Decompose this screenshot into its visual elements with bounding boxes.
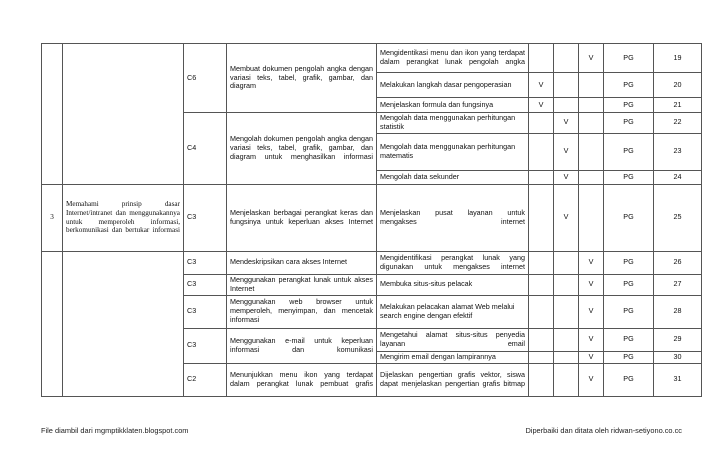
level1-cell xyxy=(529,184,554,251)
indikator-cell: Menggunakan perangkat lunak untuk akses Internet xyxy=(227,274,377,295)
tujuan-cell: Mengetahui alamat situs-situs penyedia layanan email xyxy=(377,328,529,351)
bentuk-soal-cell: PG xyxy=(604,133,654,170)
level1-cell xyxy=(529,113,554,134)
level3-cell xyxy=(579,184,604,251)
kode-cell: C4 xyxy=(184,113,227,185)
kompetensi-cell: Memahami prinsip dasar Internet/intranet dan menggunakannya untuk memperoleh informasi, berkomunikasi dan bertukar informasi xyxy=(63,184,184,251)
table-row xyxy=(42,251,702,274)
bentuk-soal-cell: PG xyxy=(604,251,654,274)
level2-cell xyxy=(554,363,579,396)
no-cell xyxy=(42,44,63,185)
level3-cell xyxy=(579,73,604,98)
nomor-soal-cell: 29 xyxy=(654,328,702,351)
bentuk-soal-cell: PG xyxy=(604,274,654,295)
tujuan-cell: Mengidentikasi menu dan ikon yang terdapat dalam perangkat lunak pengolah angka xyxy=(377,44,529,73)
level1-cell: V xyxy=(529,98,554,113)
kompetensi-cell xyxy=(63,44,184,185)
bentuk-soal-cell: PG xyxy=(604,351,654,363)
level3-cell xyxy=(579,170,604,184)
tujuan-cell: Mengidentifikasi perangkat lunak yang digunakan untuk mengakses internet xyxy=(377,251,529,274)
tujuan-cell: Melakukan pelacakan alamat Web melalui search engine dengan efektif xyxy=(377,295,529,328)
level1-cell xyxy=(529,274,554,295)
bentuk-soal-cell: PG xyxy=(604,363,654,396)
level1-cell xyxy=(529,133,554,170)
kode-cell: C3 xyxy=(184,184,227,251)
tujuan-cell: Melakukan langkah dasar pengoperasian xyxy=(377,73,529,98)
bentuk-soal-cell: PG xyxy=(604,328,654,351)
bentuk-soal-cell: PG xyxy=(604,44,654,73)
tujuan-cell: Mengirim email dengan lampirannya xyxy=(377,351,529,363)
tujuan-cell: Menjelaskan formula dan fungsinya xyxy=(377,98,529,113)
tujuan-cell: Membuka situs-situs pelacak xyxy=(377,274,529,295)
kode-cell: C3 xyxy=(184,295,227,328)
level2-cell xyxy=(554,251,579,274)
nomor-soal-cell: 25 xyxy=(654,184,702,251)
no-cell: 3 xyxy=(42,184,63,251)
table-row xyxy=(42,44,702,73)
level2-cell: V xyxy=(554,184,579,251)
level2-cell xyxy=(554,98,579,113)
level3-cell: V xyxy=(579,274,604,295)
level3-cell: V xyxy=(579,44,604,73)
kode-cell: C2 xyxy=(184,363,227,396)
table-row xyxy=(42,184,702,251)
tujuan-cell: Mengolah data sekunder xyxy=(377,170,529,184)
nomor-soal-cell: 21 xyxy=(654,98,702,113)
level3-cell: V xyxy=(579,328,604,351)
bentuk-soal-cell: PG xyxy=(604,295,654,328)
level2-cell: V xyxy=(554,170,579,184)
nomor-soal-cell: 19 xyxy=(654,44,702,73)
level3-cell xyxy=(579,113,604,134)
nomor-soal-cell: 24 xyxy=(654,170,702,184)
indikator-cell: Menggunakan e-mail untuk keperluan informasi dan komunikasi xyxy=(227,328,377,363)
nomor-soal-cell: 28 xyxy=(654,295,702,328)
tujuan-cell: Mengolah data menggunakan perhitungan matematis xyxy=(377,133,529,170)
bentuk-soal-cell: PG xyxy=(604,113,654,134)
level2-cell xyxy=(554,351,579,363)
level2-cell xyxy=(554,73,579,98)
nomor-soal-cell: 20 xyxy=(654,73,702,98)
level1-cell: V xyxy=(529,73,554,98)
level3-cell: V xyxy=(579,351,604,363)
level1-cell xyxy=(529,328,554,351)
kode-cell: C3 xyxy=(184,328,227,363)
nomor-soal-cell: 31 xyxy=(654,363,702,396)
tujuan-cell: Dijelaskan pengertian grafis vektor, siswa dapat menjelaskan pengertian grafis bitmap xyxy=(377,363,529,396)
level3-cell: V xyxy=(579,363,604,396)
kode-cell: C3 xyxy=(184,274,227,295)
no-cell xyxy=(42,251,63,396)
nomor-soal-cell: 27 xyxy=(654,274,702,295)
footer-credit: Diperbaiki dan ditata oleh ridwan-setiyono.co.cc xyxy=(525,426,682,435)
nomor-soal-cell: 23 xyxy=(654,133,702,170)
indikator-cell: Menjelaskan berbagai perangkat keras dan fungsinya untuk keperluan akses Internet xyxy=(227,184,377,251)
level2-cell xyxy=(554,44,579,73)
level3-cell xyxy=(579,98,604,113)
bentuk-soal-cell: PG xyxy=(604,184,654,251)
indikator-cell: Membuat dokumen pengolah angka dengan variasi teks, tabel, grafik, gambar, dan diagram xyxy=(227,44,377,113)
kompetensi-cell xyxy=(63,251,184,396)
footer-source: File diambil dari mgmptikklaten.blogspot.com xyxy=(41,426,189,435)
indikator-cell: Menggunakan web browser untuk memperoleh, menyimpan, dan mencetak informasi xyxy=(227,295,377,328)
nomor-soal-cell: 22 xyxy=(654,113,702,134)
nomor-soal-cell: 30 xyxy=(654,351,702,363)
level2-cell: V xyxy=(554,133,579,170)
bentuk-soal-cell: PG xyxy=(604,98,654,113)
kisi-kisi-table xyxy=(41,43,702,397)
kode-cell: C6 xyxy=(184,44,227,113)
level3-cell xyxy=(579,133,604,170)
level1-cell xyxy=(529,170,554,184)
level2-cell xyxy=(554,295,579,328)
level3-cell: V xyxy=(579,251,604,274)
indikator-cell: Mendeskripsikan cara akses Internet xyxy=(227,251,377,274)
indikator-cell: Mengolah dokumen pengolah angka dengan variasi teks, tabel, grafik, gambar, dan diagram untuk menghasilkan informasi xyxy=(227,113,377,185)
level2-cell: V xyxy=(554,113,579,134)
level3-cell: V xyxy=(579,295,604,328)
level1-cell xyxy=(529,251,554,274)
bentuk-soal-cell: PG xyxy=(604,73,654,98)
level1-cell xyxy=(529,363,554,396)
kode-cell: C3 xyxy=(184,251,227,274)
nomor-soal-cell: 26 xyxy=(654,251,702,274)
level1-cell xyxy=(529,295,554,328)
level1-cell xyxy=(529,351,554,363)
level2-cell xyxy=(554,328,579,351)
level2-cell xyxy=(554,274,579,295)
bentuk-soal-cell: PG xyxy=(604,170,654,184)
tujuan-cell: Menjelaskan pusat layanan untuk mengakses internet xyxy=(377,184,529,251)
level1-cell xyxy=(529,44,554,73)
tujuan-cell: Mengolah data menggunakan perhitungan statistik xyxy=(377,113,529,134)
indikator-cell: Menunjukkan menu ikon yang terdapat dalam perangkat lunak pembuat grafis xyxy=(227,363,377,396)
